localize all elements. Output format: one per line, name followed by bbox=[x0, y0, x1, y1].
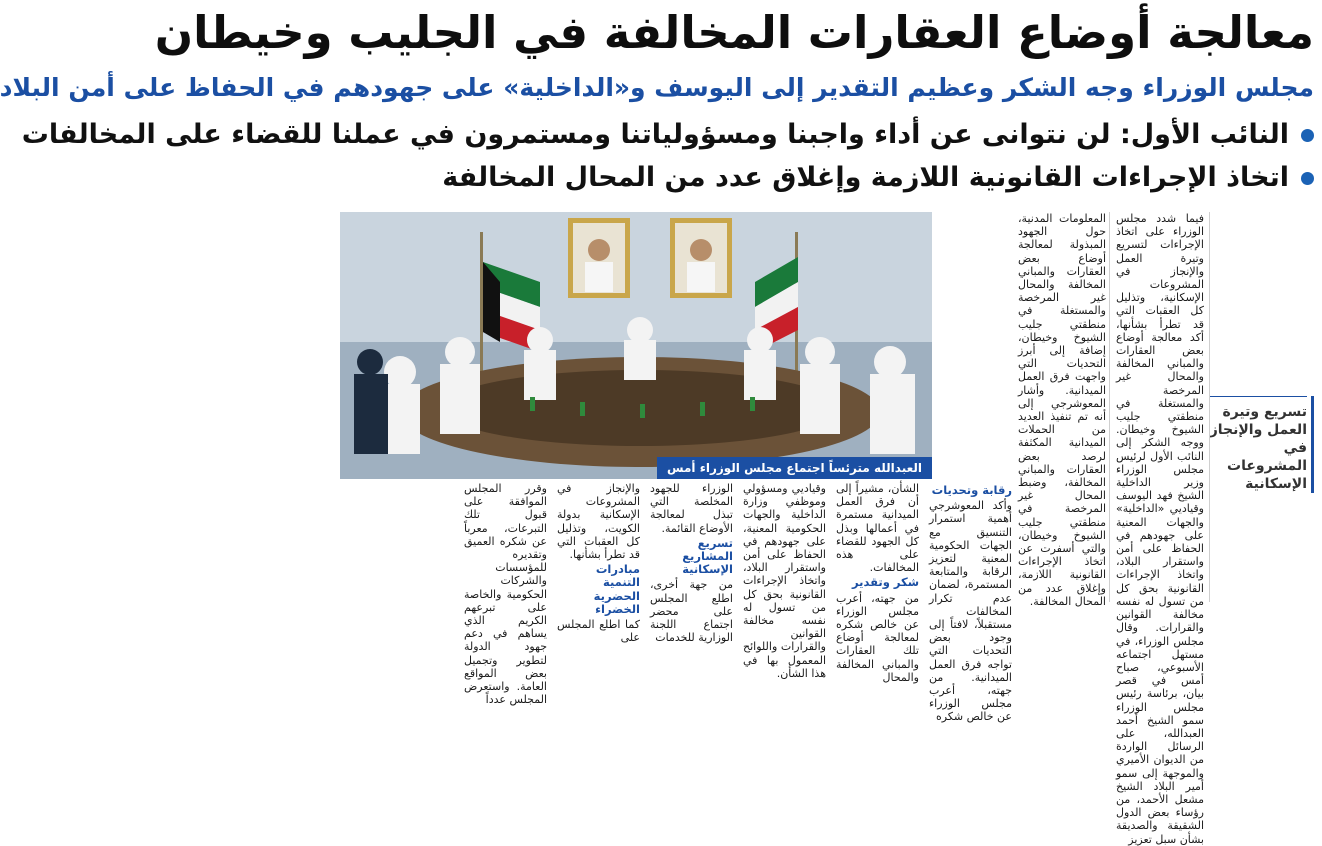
sidebar-callout-text: تسريع وتيرة العمل والإنجاز في المشروعات الإسكانية bbox=[1209, 404, 1307, 492]
column-divider bbox=[1209, 212, 1210, 602]
article-column-2-text: المعلومات المدنية، حول الجهود المبذولة لمعالجة أوضاع بعض العقارات والمباني المخالفة والمحال غير المرخصة والمستغلة في منطقتي جليب الشيوخ وخيطان، إضافة إلى أبرز التحديات التي واجهت فرق العمل الميدانية. وأشار المعوشرجي إلى أنه تم تنفيذ العديد من الحملات الميدانية المكثفة لرصد بعض العقارات والمباني المخالفة، وضبط المحال غير المرخصة في منطقتي جليب الشيوخ وخيطان، والتي أسفرت عن اتخاذ الإجراءات القانونية اللازمة، وإغلاق عدد من المحال المخالفة. bbox=[1018, 212, 1106, 608]
article-column-4-text: الشأن، مشيراً إلى أن فرق العمل الميدانية مستمرة في أعمالها وبذل كل الجهود للقضاء على هذه المخالفات. bbox=[836, 482, 919, 575]
meeting-photo bbox=[340, 212, 932, 479]
sidebar-callout bbox=[1209, 396, 1314, 493]
article-column-4 bbox=[836, 482, 919, 684]
article-column-7-text-b: كما اطلع المجلس على bbox=[557, 618, 640, 645]
article-column-7-text: والإنجاز في المشروعات الإسكانية بدولة الكويت، وتذليل كل العقبات التي قد تطرأ بشأنها. bbox=[557, 482, 640, 562]
column-divider bbox=[1109, 212, 1110, 602]
bullet-dot-icon bbox=[1301, 172, 1314, 185]
article-column-4-text-b: من جهته، أعرب مجلس الوزراء عن خالص شكره لمعالجة أوضاع تلك العقارات والمباني المخالفة والمحال bbox=[836, 591, 919, 684]
article-column-3 bbox=[929, 482, 1012, 724]
bullet-1-text: النائب الأول: لن نتوانى عن أداء واجبنا ومسؤولياتنا ومستمرون في عملنا للقضاء على المخالفات bbox=[21, 119, 1289, 150]
article-column-1-text: فيما شدد مجلس الوزراء على اتخاذ الإجراءات لتسريع وتيرة العمل والإنجاز في المشروعات الإسكانية، وتذليل كل العقبات التي قد تطرأ بشأنها، أكد معالجة أوضاع بعض العقارات والمباني المخالفة والمحال غير المرخصة والمستغلة في منطقتي جليب الشيوخ وخيطان. ووجه الشكر إلى النائب الأول لرئيس مجلس الوزراء وزير الداخلية الشيخ فهد اليوسف وقياديي «الداخلية» والجهات المعنية على جهودهم في الحفاظ على أمن واستقرار البلاد، واتخاذ الإجراءات القانونية بحق كل من تسول له نفسه مخالفة القوانين والقرارات. وقال مجلس الوزراء، في مستهل اجتماعه الأسبوعي، صباح أمس في قصر بيان، برئاسة رئيس مجلس الوزراء سمو الشيخ أحمد العبدالله، على الرسائل الواردة من الديوان الأميري والموجهة إلى سمو أمير البلاد الشيخ مشعل الأحمد، من رؤساء بعض الدول الشقيقة والصديقة بشأن سبل تعزيز bbox=[1116, 212, 1204, 846]
section-heading: شكر وتقدير bbox=[851, 575, 919, 590]
bullet-dot-icon bbox=[1301, 129, 1314, 142]
section-heading: رقابة وتحديات bbox=[931, 483, 1012, 497]
article-column-6-text-b: من جهة أخرى، اطلع المجلس على محضر اجتماع اللجنة الوزارية للخدمات bbox=[650, 578, 733, 645]
portrait-left bbox=[568, 218, 630, 298]
article-column-7 bbox=[557, 482, 640, 645]
article-column-6 bbox=[650, 482, 733, 645]
article-column-1 bbox=[1116, 212, 1204, 846]
meeting-scene-illustration bbox=[340, 212, 932, 479]
section-heading: تسريع المشاريع الإسكانية bbox=[682, 535, 733, 577]
portrait-right bbox=[670, 218, 732, 298]
headline: معالجة أوضاع العقارات المخالفة في الجليب وخيطان bbox=[154, 6, 1314, 59]
callout-rule bbox=[1209, 396, 1307, 397]
article-column-8 bbox=[464, 482, 547, 707]
bullet-2 bbox=[330, 158, 1314, 198]
subheadline: مجلس الوزراء وجه الشكر وعظيم التقدير إلى اليوسف و«الداخلية» على جهودهم في الحفاظ على أمن البلاد bbox=[0, 73, 1314, 102]
article-column-5 bbox=[743, 482, 826, 680]
photo-caption: العبدالله مترئساً اجتماع مجلس الوزراء أمس bbox=[657, 457, 932, 479]
article-column-5-text: وقياديي ومسؤولي وموظفي وزارة الداخلية والجهات الحكومية المعنية، على جهودهم في الحفاظ على أمن واستقرار البلاد، واتخاذ الإجراءات القانونية بحق كل من تسول له نفسه مخالفة القوانين والقرارات واللوائح المعمول بها في هذا الشأن. bbox=[743, 482, 826, 680]
article-column-8-text: وقرر المجلس الموافقة على قبول تلك التبرعات، معرباً عن شكره العميق وتقديره للمؤسسات والشركات الحكومية والخاصة على تبرعهم الكريم الذي يساهم في دعم جهود الدولة لتطوير وتجميل بعض المواقع العامة. واستعرض المجلس عدداً bbox=[464, 482, 547, 707]
bullet-1 bbox=[21, 115, 1314, 155]
article-column-3-text: وأكد المعوشرجي أهمية استمرار التنسيق مع الجهات الحكومية المعنية لتعزيز الرقابة والمتابعة المستمرة، لضمان عدم تكرار المخالفات مستقبلاً، لافتاً إلى وجود بعض التحديات التي تواجه فرق العمل الميدانية. من جهته، أعرب مجلس الوزراء عن خالص شكره bbox=[929, 499, 1012, 724]
article-column-6-text: الوزراء للجهود المخلصة التي تبذل لمعالجة الأوضاع القائمة. bbox=[650, 482, 733, 535]
article-column-2 bbox=[1018, 212, 1106, 608]
section-heading: مبادرات التنمية الحضرية الخضراء bbox=[593, 562, 640, 616]
bullet-2-text: اتخاذ الإجراءات القانونية اللازمة وإغلاق عدد من المحال المخالفة bbox=[442, 162, 1289, 193]
